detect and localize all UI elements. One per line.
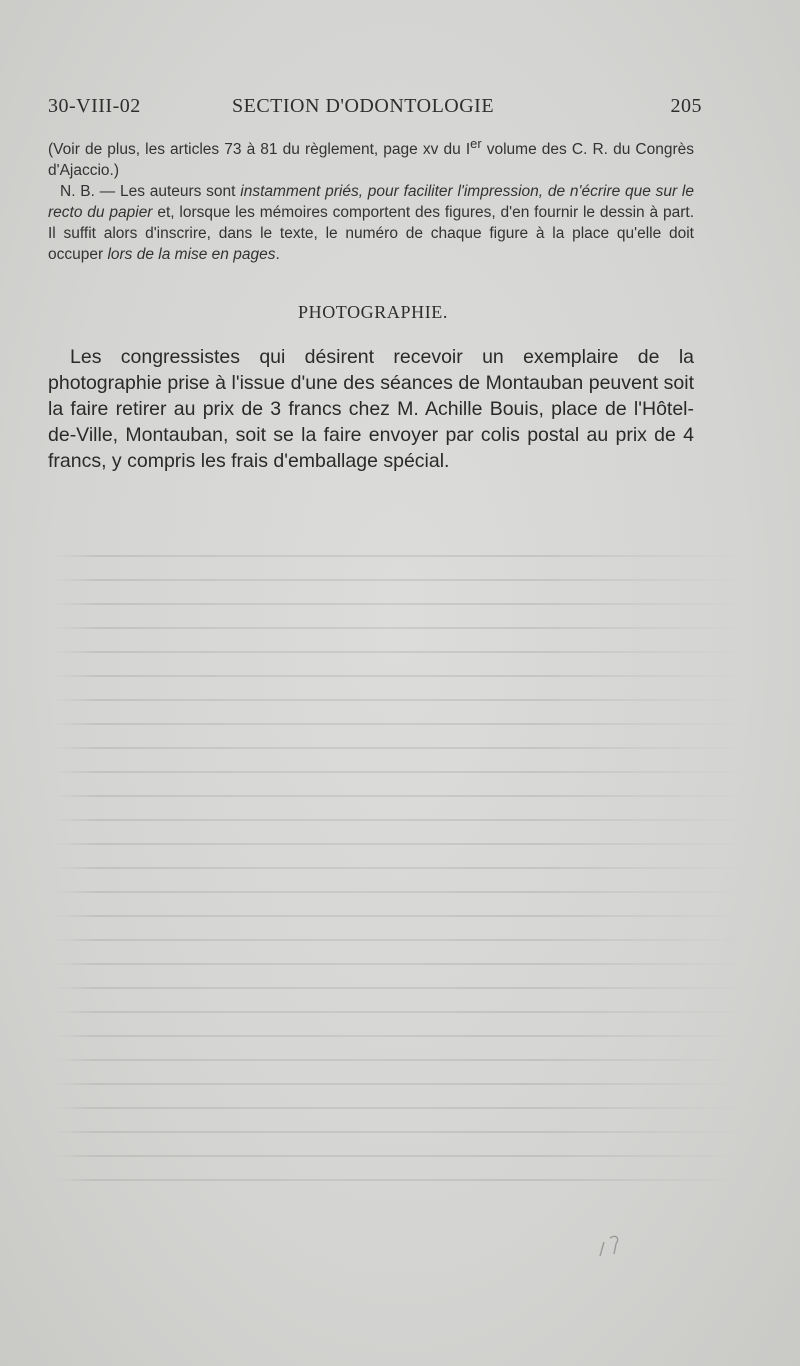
body-paragraph: Les congressistes qui désirent recevoir un exemplaire de la photographie prise à l'issue d'une des séances de Montauban peuvent soit la faire retirer au prix de 3 francs chez M. Achille Bouis, place de l'Hôtel-de-Ville, Montauban, soit se la faire envoyer par colis postal au prix de 4 francs, y compris les frais d'emballage spécial. bbox=[48, 346, 694, 472]
note-paragraph-reference bbox=[48, 133, 694, 181]
page-number: 205 bbox=[670, 95, 702, 117]
section-heading: PHOTOGRAPHIE. bbox=[298, 302, 448, 322]
header-section-title: SECTION D'ODONTOLOGIE bbox=[232, 95, 495, 117]
note-paragraph-nb bbox=[48, 181, 694, 265]
note-text: N. B. — Les auteurs sont bbox=[60, 183, 241, 201]
notes-block bbox=[48, 133, 694, 265]
note-text: et, lorsque les mémoires comportent des figures, d'en fournir le dessin à part. Il suffit alors d'inscrire, dans le texte, le numéro de chaque figure à la place qu'elle doit occuper bbox=[48, 204, 694, 264]
note-italic-text: lors de la mise en pages bbox=[107, 246, 276, 264]
main-text-block bbox=[48, 344, 694, 474]
header-date: 30-VIII-02 bbox=[48, 95, 141, 117]
note-text: . bbox=[275, 246, 280, 264]
note-text: volume des C. R. du Congrès d'Ajaccio.) bbox=[48, 141, 694, 180]
note-italic-text: instamment priés, pour faciliter l'impression, de n'écrire que sur le recto du papier bbox=[48, 183, 694, 222]
pencil-mark-icon bbox=[596, 1232, 626, 1258]
reverse-side-bleed-through bbox=[55, 555, 745, 1245]
running-header bbox=[48, 95, 702, 125]
note-text: (Voir de plus, les articles 73 à 81 du règlement, page xv du I bbox=[48, 141, 471, 159]
note-superscript: er bbox=[470, 136, 482, 151]
